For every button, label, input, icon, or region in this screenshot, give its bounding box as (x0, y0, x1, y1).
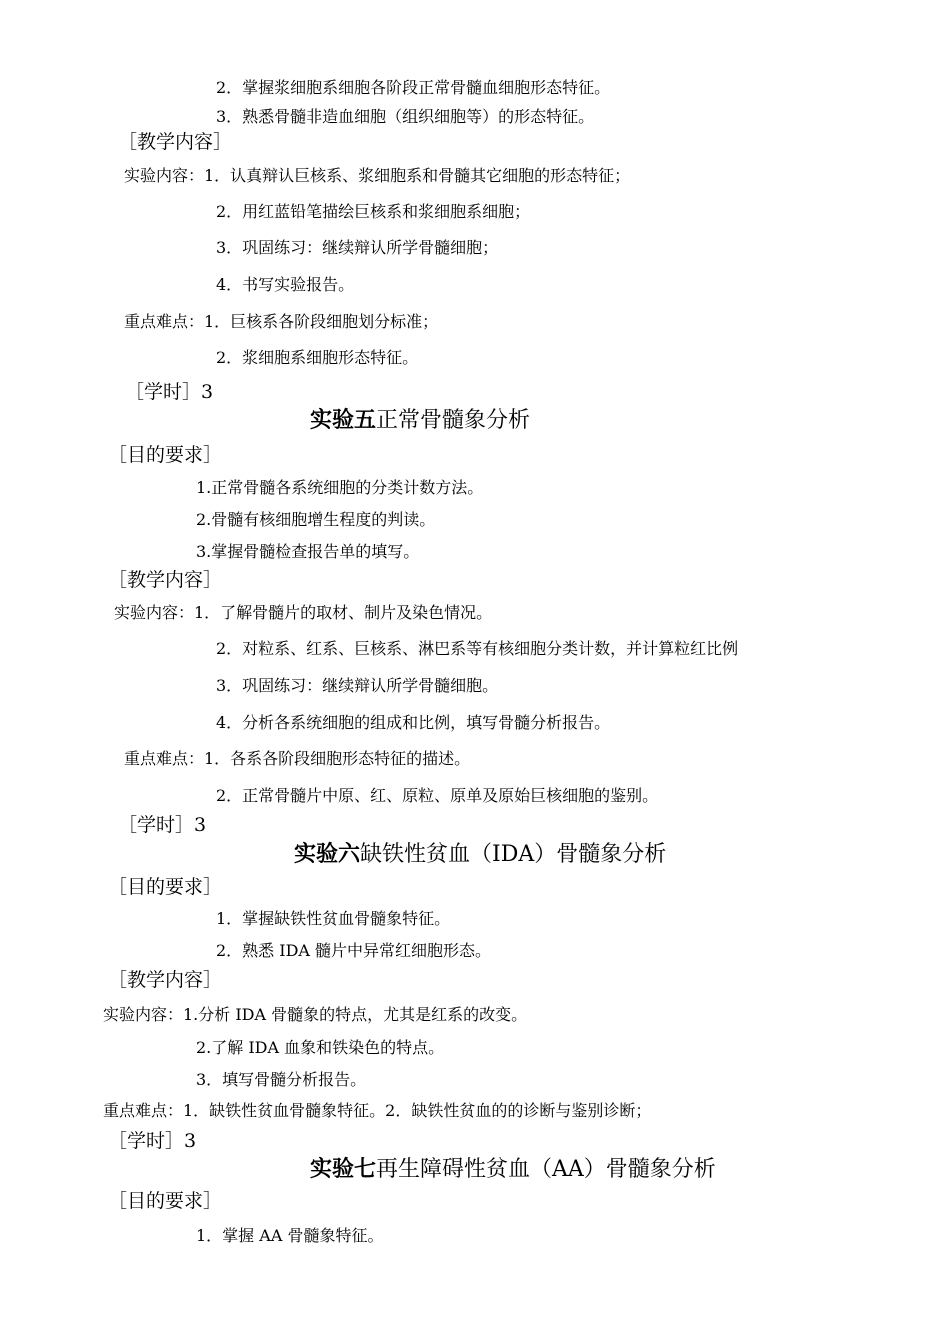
content-line: 2.了解 IDA 血象和铁染色的特点。 (196, 1038, 445, 1057)
section-title-text: 缺铁性贫血（IDA）骨髓象分析 (360, 842, 667, 867)
key-points-line: 重点难点：1．巨核系各阶段细胞划分标准； (124, 312, 439, 331)
goal-line: 1．掌握 AA 骨髓象特征。 (196, 1226, 384, 1245)
content-line: 实验内容：1．了解骨髓片的取材、制片及染色情况。 (114, 603, 493, 622)
goals-header: ［目的要求］ (108, 444, 223, 466)
content-line: 4．书写实验报告。 (216, 275, 355, 294)
content-header: ［教学内容］ (108, 969, 223, 991)
hours-line: ［学时］3 (108, 1130, 197, 1152)
goals-header: ［目的要求］ (108, 1190, 223, 1212)
section-title (310, 406, 530, 436)
content-line: 4．分析各系统细胞的组成和比例，填写骨髓分析报告。 (216, 713, 611, 732)
goal-line: 1．掌握缺铁性贫血骨髓象特征。 (216, 909, 451, 928)
key-points-line: 重点难点：1．缺铁性贫血骨髓象特征。2．缺铁性贫血的的诊断与鉴别诊断； (103, 1101, 652, 1120)
goal-line: 1.正常骨髓各系统细胞的分类计数方法。 (196, 478, 484, 497)
content-line: 2．用红蓝铅笔描绘巨核系和浆细胞系细胞； (216, 202, 531, 221)
key-points-line: 重点难点：1．各系各阶段细胞形态特征的描述。 (124, 749, 471, 768)
content-line: 实验内容：1．认真辩认巨核系、浆细胞系和骨髓其它细胞的形态特征； (124, 166, 631, 185)
goal-line: 3.掌握骨髓检查报告单的填写。 (196, 542, 420, 561)
section-title-text: 再生障碍性贫血（AA）骨髓象分析 (376, 1157, 716, 1182)
content-line: 3．巩固练习：继续辩认所学骨髓细胞； (216, 238, 499, 257)
section-title (310, 1155, 716, 1185)
hours-line: ［学时］3 (118, 814, 207, 836)
goal-line: 2．熟悉 IDA 髓片中异常红细胞形态。 (216, 941, 492, 960)
goal-line: 2．掌握浆细胞系细胞各阶段正常骨髓血细胞形态特征。 (216, 78, 611, 97)
hours-line: ［学时］3 (125, 381, 214, 403)
goals-header: ［目的要求］ (108, 876, 223, 898)
key-points-line: 2．浆细胞系细胞形态特征。 (216, 348, 419, 367)
content-header: ［教学内容］ (118, 131, 233, 153)
content-line: 3．填写骨髓分析报告。 (196, 1070, 367, 1089)
content-line: 3．巩固练习：继续辩认所学骨髓细胞。 (216, 676, 499, 695)
key-points-line: 2．正常骨髓片中原、红、原粒、原单及原始巨核细胞的鉴别。 (216, 786, 659, 805)
goal-line: 3．熟悉骨髓非造血细胞（组织细胞等）的形态特征。 (216, 107, 595, 126)
section-title-text: 正常骨髓象分析 (376, 408, 531, 433)
content-header: ［教学内容］ (108, 569, 223, 591)
content-line: 2．对粒系、红系、巨核系、淋巴系等有核细胞分类计数，并计算粒红比例 (216, 639, 739, 658)
section-title-number: 实验七 (310, 1157, 377, 1182)
section-title (294, 840, 666, 870)
goal-line: 2.骨髓有核细胞增生程度的判读。 (196, 510, 436, 529)
section-title-number: 实验五 (310, 408, 377, 433)
content-line: 实验内容：1.分析 IDA 骨髓象的特点，尤其是红系的改变。 (103, 1005, 528, 1024)
section-title-number: 实验六 (294, 842, 361, 867)
